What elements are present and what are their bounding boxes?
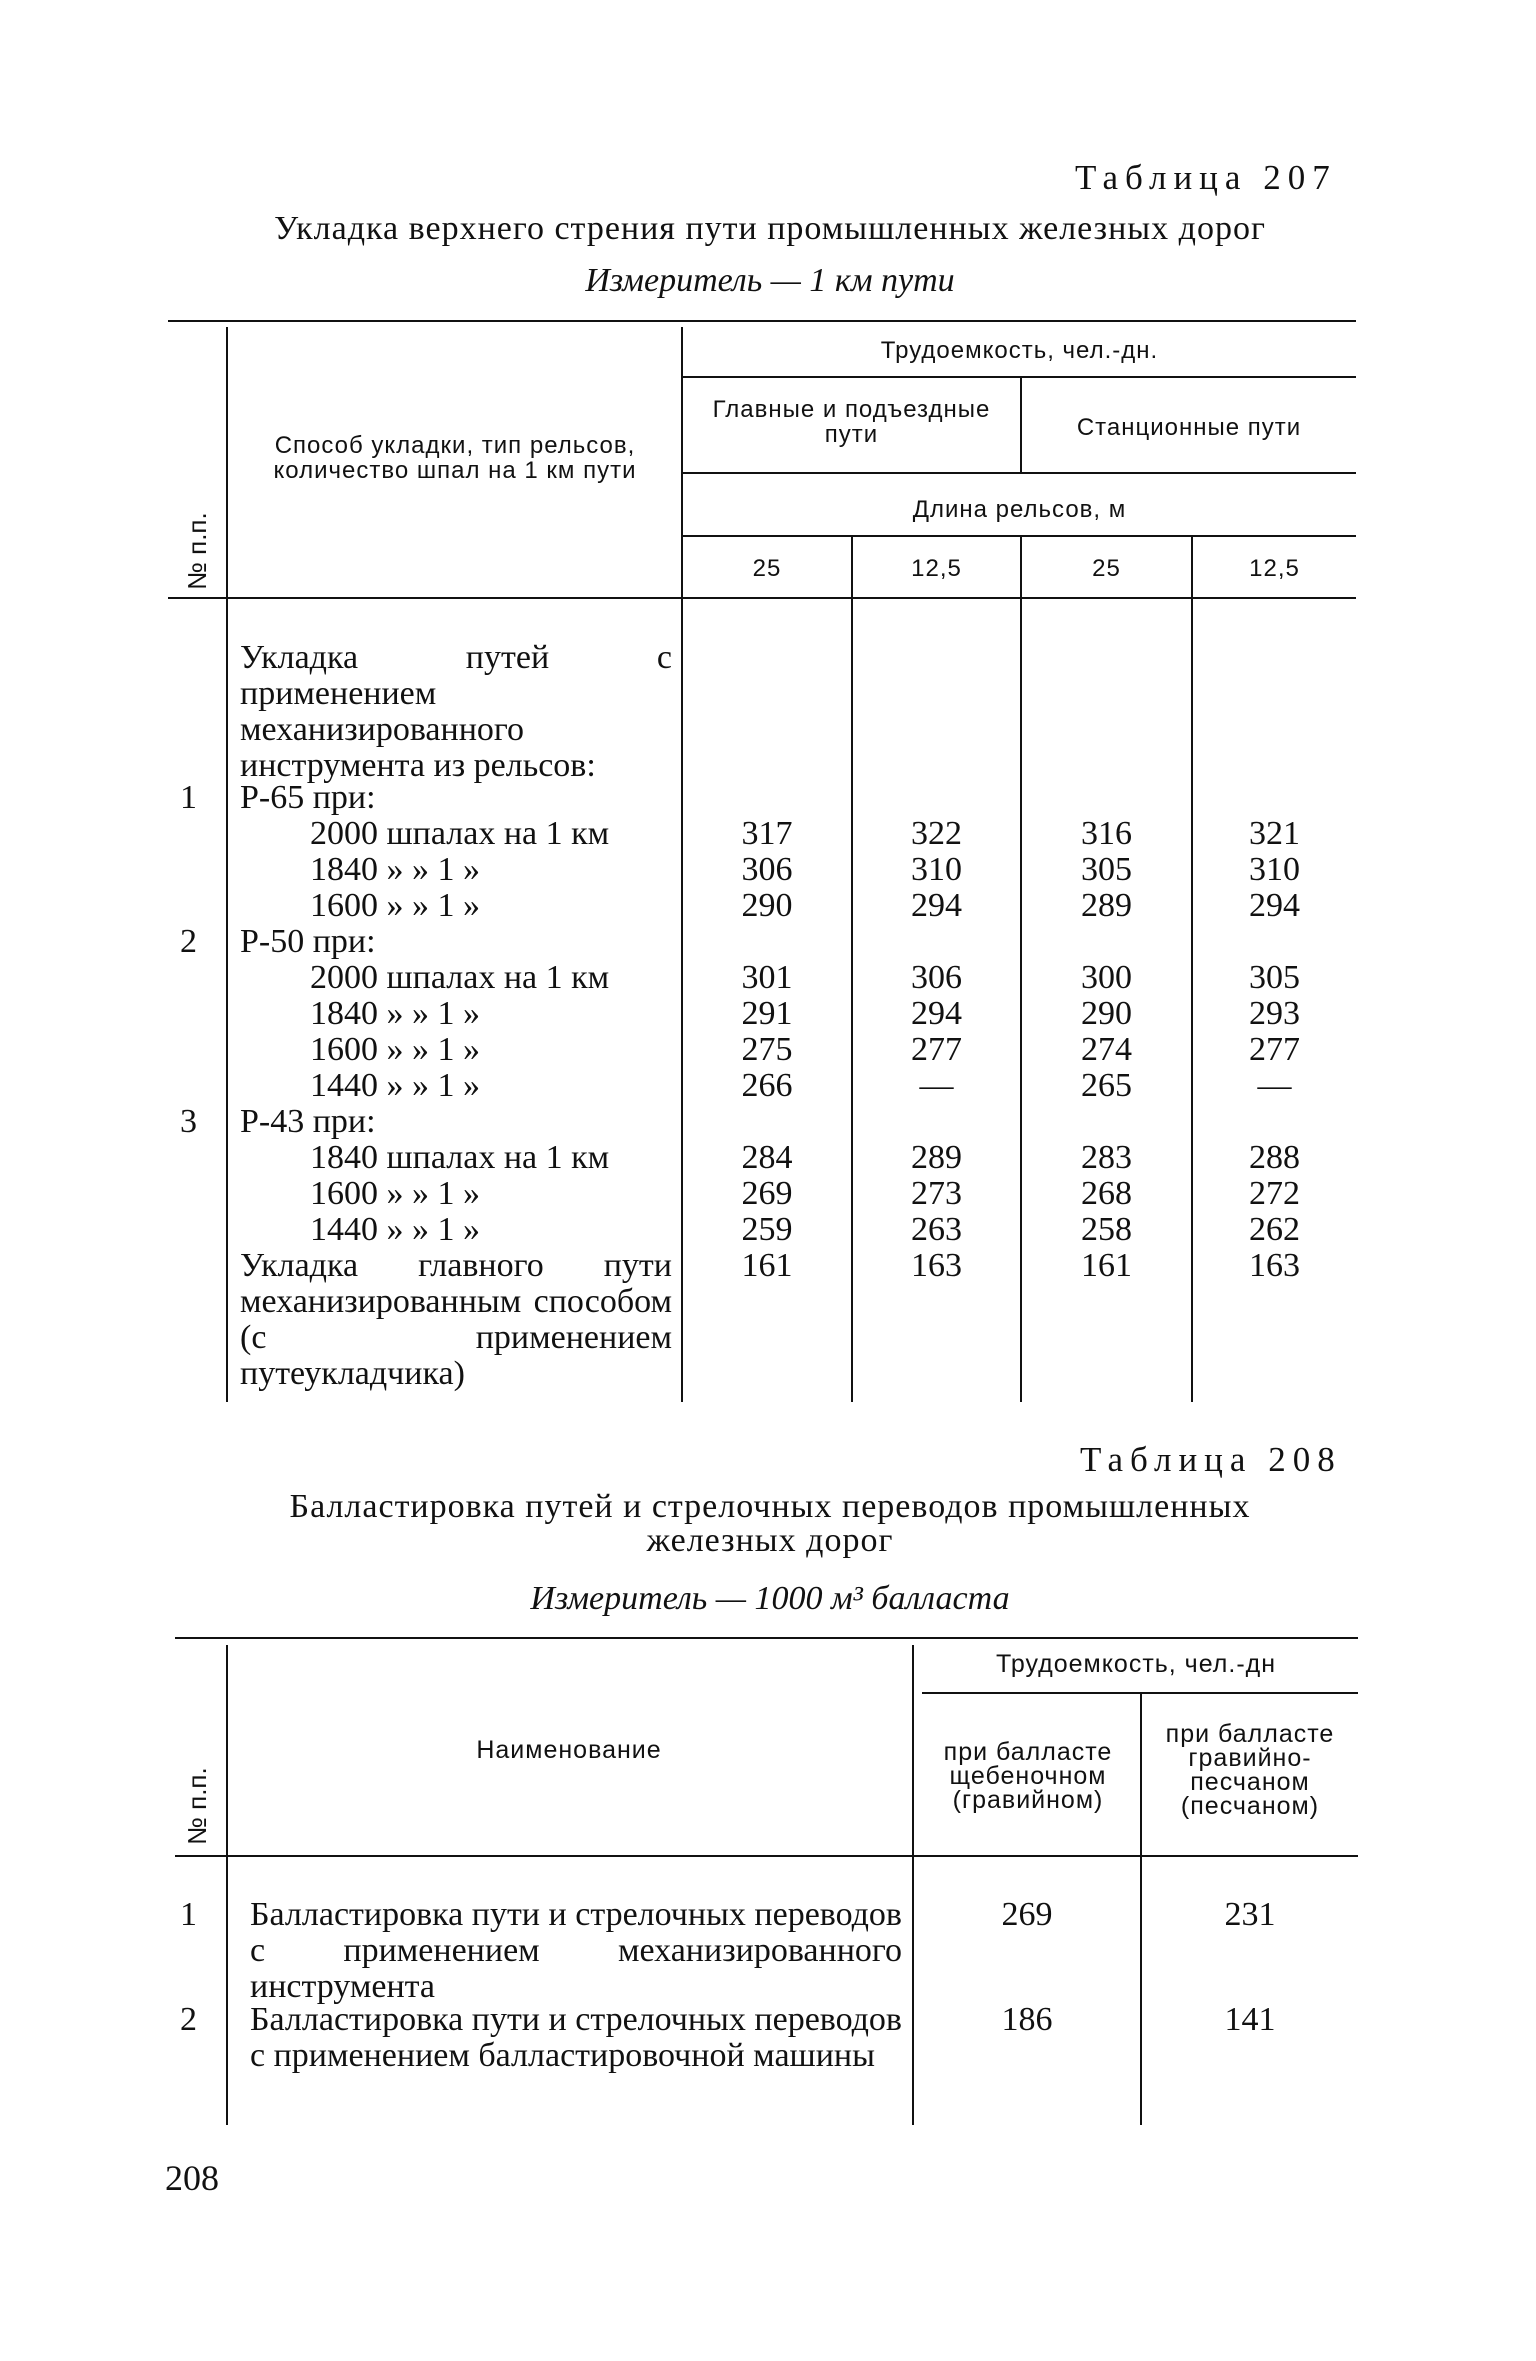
table-207-cell: 163 xyxy=(1249,1247,1300,1284)
table-207-group-label: Р-65 при: xyxy=(240,779,376,816)
table-208-cell: 231 xyxy=(1224,1896,1276,1933)
table-207-cell: 306 xyxy=(911,959,962,996)
table-207-cell: 161 xyxy=(1081,1247,1132,1284)
table-208-header-num: № п.п. xyxy=(182,1767,212,1845)
table-208-cell: 186 xyxy=(1001,2001,1053,2038)
table-207-cell: 268 xyxy=(1081,1175,1132,1212)
table-207-cell: 301 xyxy=(741,959,793,996)
table-207-cell: 283 xyxy=(1081,1139,1132,1176)
table-207-cell: 317 xyxy=(741,815,793,852)
table-207-cell: 284 xyxy=(741,1139,793,1176)
table-207-cell: 310 xyxy=(1249,851,1300,888)
table-207-cell: 274 xyxy=(1081,1031,1132,1068)
table-207-cell: 293 xyxy=(1249,995,1300,1032)
table-207-cell: 289 xyxy=(1081,887,1132,924)
table-207-header-len-3: 25 xyxy=(1092,555,1121,582)
table-207-row-label: 1440 » » 1 » xyxy=(310,1211,480,1248)
table-207-row-label: 1600 » » 1 » xyxy=(310,887,480,924)
table-207-cell: 289 xyxy=(911,1139,962,1176)
table-208-title: Балластировка путей и стрелочных переводов промышленных железных дорог xyxy=(289,1488,1251,1559)
table-207-group-label: Р-50 при: xyxy=(240,923,376,960)
table-207-header-len-4: 12,5 xyxy=(1249,555,1300,582)
table-207-cell: 305 xyxy=(1249,959,1300,996)
table-207-cell: 306 xyxy=(741,851,793,888)
table-207-measure: Измеритель — 1 км пути xyxy=(585,262,955,299)
table-207-row-label: 1600 » » 1 » xyxy=(310,1175,480,1212)
table-207-caption: Таблица 207 xyxy=(1075,158,1337,197)
table-207-cell: 290 xyxy=(741,887,793,924)
table-207-cell: 294 xyxy=(1249,887,1300,924)
table-207-cell: 316 xyxy=(1081,815,1132,852)
table-207-cell: 310 xyxy=(911,851,962,888)
table-207-cell: 273 xyxy=(911,1175,962,1212)
table-208-row-num: 2 xyxy=(180,2001,197,2038)
table-207-cell: 161 xyxy=(741,1247,793,1284)
table-207-cell: 294 xyxy=(911,995,962,1032)
table-207-row-label: 1600 » » 1 » xyxy=(310,1031,480,1068)
table-207-cell: 300 xyxy=(1081,959,1132,996)
table-207-cell: 262 xyxy=(1249,1211,1300,1248)
table-207-header-num: № п.п. xyxy=(182,512,212,590)
table-207-cell: 259 xyxy=(741,1211,793,1248)
table-207-group-num: 1 xyxy=(180,779,197,816)
table-207-row-label: 2000 шпалах на 1 км xyxy=(310,815,610,852)
table-207-cell: — xyxy=(1257,1067,1292,1104)
table-207-title: Укладка верхнего стрения пути промышленных железных дорог xyxy=(274,210,1266,247)
table-208-header-name: Наименование xyxy=(476,1736,662,1764)
table-207-group-num: 2 xyxy=(180,923,197,960)
table-208-caption: Таблица 208 xyxy=(1080,1440,1342,1479)
table-207-row-label: 1440 » » 1 » xyxy=(310,1067,480,1104)
table-208-header-gravel: при балласте гравийно-песчаном (песчаном) xyxy=(1165,1720,1335,1820)
table-207-cell: 294 xyxy=(911,887,962,924)
table-207-cell: 269 xyxy=(741,1175,793,1212)
table-207-cell: 321 xyxy=(1249,815,1300,852)
table-207-cell: 322 xyxy=(911,815,962,852)
table-207-cell: 258 xyxy=(1081,1211,1132,1248)
table-207-cell: 277 xyxy=(1249,1031,1300,1068)
table-207-header-labor: Трудоемкость, чел.-дн. xyxy=(880,337,1159,364)
table-207-group-num: 3 xyxy=(180,1103,197,1140)
table-207-cell: 291 xyxy=(741,995,793,1032)
table-208-header-labor: Трудоемкость, чел.-дн xyxy=(995,1650,1277,1678)
table-207-header-method: Способ укладки, тип рельсов, количество шпал на 1 км пути xyxy=(273,432,637,484)
table-207-cell: 266 xyxy=(741,1067,793,1104)
table-207-cell: 163 xyxy=(911,1247,962,1284)
table-208-measure: Измеритель — 1000 м³ балласта xyxy=(530,1580,1010,1617)
table-207-cell: 290 xyxy=(1081,995,1132,1032)
table-207-header-station: Станционные пути xyxy=(1076,414,1302,441)
table-207-group-label: Р-43 при: xyxy=(240,1103,376,1140)
table-208-row-label: Балластировка пути и стрелочных переводов с применением механизированного инструмента xyxy=(250,1896,902,2005)
table-207-header-len-1: 25 xyxy=(752,555,782,582)
table-207-intro: Укладка путей с применением механизированного инструмента из рельсов: xyxy=(240,639,672,784)
table-208-header-crushed: при балласте щебеночном (гравийном) xyxy=(943,1738,1113,1814)
table-207-cell: 275 xyxy=(741,1031,793,1068)
table-207-row-label: 1840 » » 1 » xyxy=(310,851,480,888)
table-207-row-label: 2000 шпалах на 1 км xyxy=(310,959,610,996)
table-208-row-label: Балластировка пути и стрелочных переводов с применением балластировочной машины xyxy=(250,2001,902,2074)
table-208-row-num: 1 xyxy=(180,1896,197,1933)
table-208-cell: 141 xyxy=(1224,2001,1276,2038)
table-207-cell: 277 xyxy=(911,1031,962,1068)
table-207-cell: 272 xyxy=(1249,1175,1300,1212)
table-208-cell: 269 xyxy=(1001,1896,1053,1933)
table-207-header-main: Главные и подъездные пути xyxy=(712,396,991,448)
table-207-header-len-2: 12,5 xyxy=(911,555,962,582)
table-207-cell: 288 xyxy=(1249,1139,1300,1176)
page-number: 208 xyxy=(165,2158,219,2198)
table-207-cell: 305 xyxy=(1081,851,1132,888)
table-207-cell: — xyxy=(919,1067,954,1104)
table-207-last-row-label: Укладка главного пути механизированным способом (с применением путеукладчика) xyxy=(240,1247,672,1392)
table-207-row-label: 1840 » » 1 » xyxy=(310,995,480,1032)
table-207-header-length: Длина рельсов, м xyxy=(912,496,1127,523)
table-207-cell: 263 xyxy=(911,1211,962,1248)
table-207-row-label: 1840 шпалах на 1 км xyxy=(310,1139,610,1176)
table-207-cell: 265 xyxy=(1081,1067,1132,1104)
